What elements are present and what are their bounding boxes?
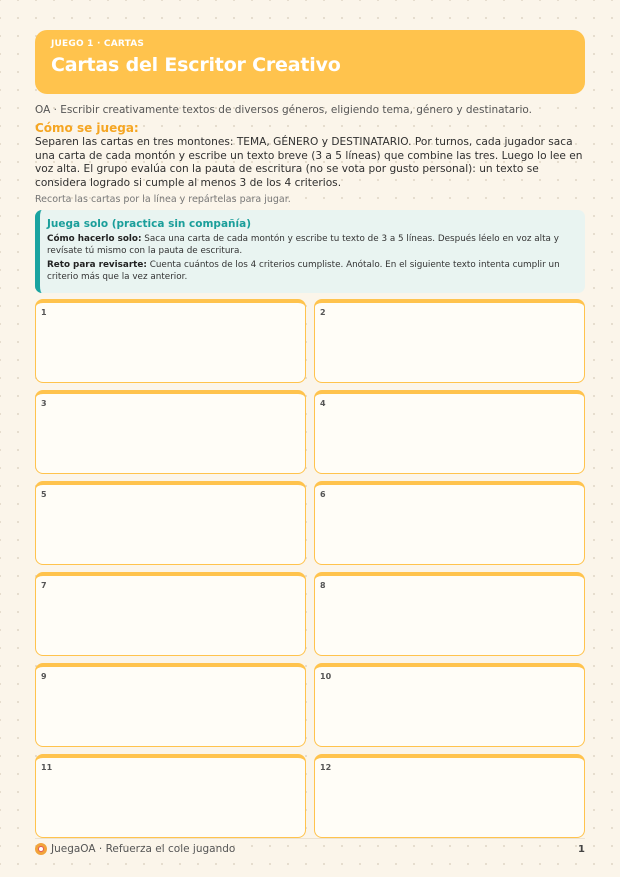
solo-challenge [47,260,573,283]
footer-brand: JuegaOA · Refuerza el cole jugando [51,843,236,855]
card-number: 1 [41,308,47,317]
game-tag: JUEGO 1 · CARTAS [51,39,145,49]
brand-logo-icon [35,843,47,855]
card-2 [314,299,585,383]
card-5 [35,481,306,565]
card-number: 11 [41,763,53,772]
card-number: 9 [41,672,47,681]
card-9 [35,663,306,747]
card-10 [314,663,585,747]
card-12 [314,754,585,838]
card-number: 2 [320,308,326,317]
page-number: 1 [578,844,585,855]
card-number: 3 [41,399,47,408]
card-number: 7 [41,581,47,590]
how-to-play-heading: Cómo se juega: [35,121,139,135]
footer-divider [35,838,585,839]
card-number: 4 [320,399,326,408]
solo-play-box [35,210,585,293]
card-number: 10 [320,672,332,681]
card-number: 12 [320,763,332,772]
card-11 [35,754,306,838]
page-header [35,30,585,94]
card-number: 6 [320,490,326,499]
solo-challenge-text: Cuenta cuántos de los 4 criterios cumpliste. Anótalo. En el siguiente texto intenta cumplir un criterio más que la vez anterior. [47,260,560,282]
card-7 [35,572,306,656]
solo-instruction-text: Saca una carta de cada montón y escribe tu texto de 3 a 5 líneas. Después léelo en voz alta y revísate tú mismo con la pauta de escritura. [47,234,559,256]
how-to-play-text: Separen las cartas en tres montones: TEMA, GÉNERO y DESTINATARIO. Por turnos, cada jugador saca una carta de cada montón y escribe un texto breve (3 a 5 líneas) que combine las tres. Luego lo lee en voz alta. El grupo evalúa con la pauta de escritura (no se vota por gusto personal): un texto se considera logrado si cumple al menos 3 de los 4 criterios. [35,136,583,189]
solo-instruction-label: Cómo hacerlo solo: [47,234,142,244]
card-4 [314,390,585,474]
solo-challenge-label: Reto para revisarte: [47,260,147,271]
solo-instruction [47,234,573,257]
card-8 [314,572,585,656]
page-footer [35,842,585,858]
learning-objective: OA · Escribir creativamente textos de diversos géneros, eligiendo tema, género y destinatario. [35,104,532,116]
card-6 [314,481,585,565]
solo-play-heading: Juega solo (practica sin compañía) [47,218,251,230]
card-number: 5 [41,490,47,499]
card-number: 8 [320,581,326,590]
card-1 [35,299,306,383]
card-3 [35,390,306,474]
cut-instructions: Recorta las cartas por la línea y repártelas para jugar. [35,194,291,205]
page-title: Cartas del Escritor Creativo [51,54,341,76]
